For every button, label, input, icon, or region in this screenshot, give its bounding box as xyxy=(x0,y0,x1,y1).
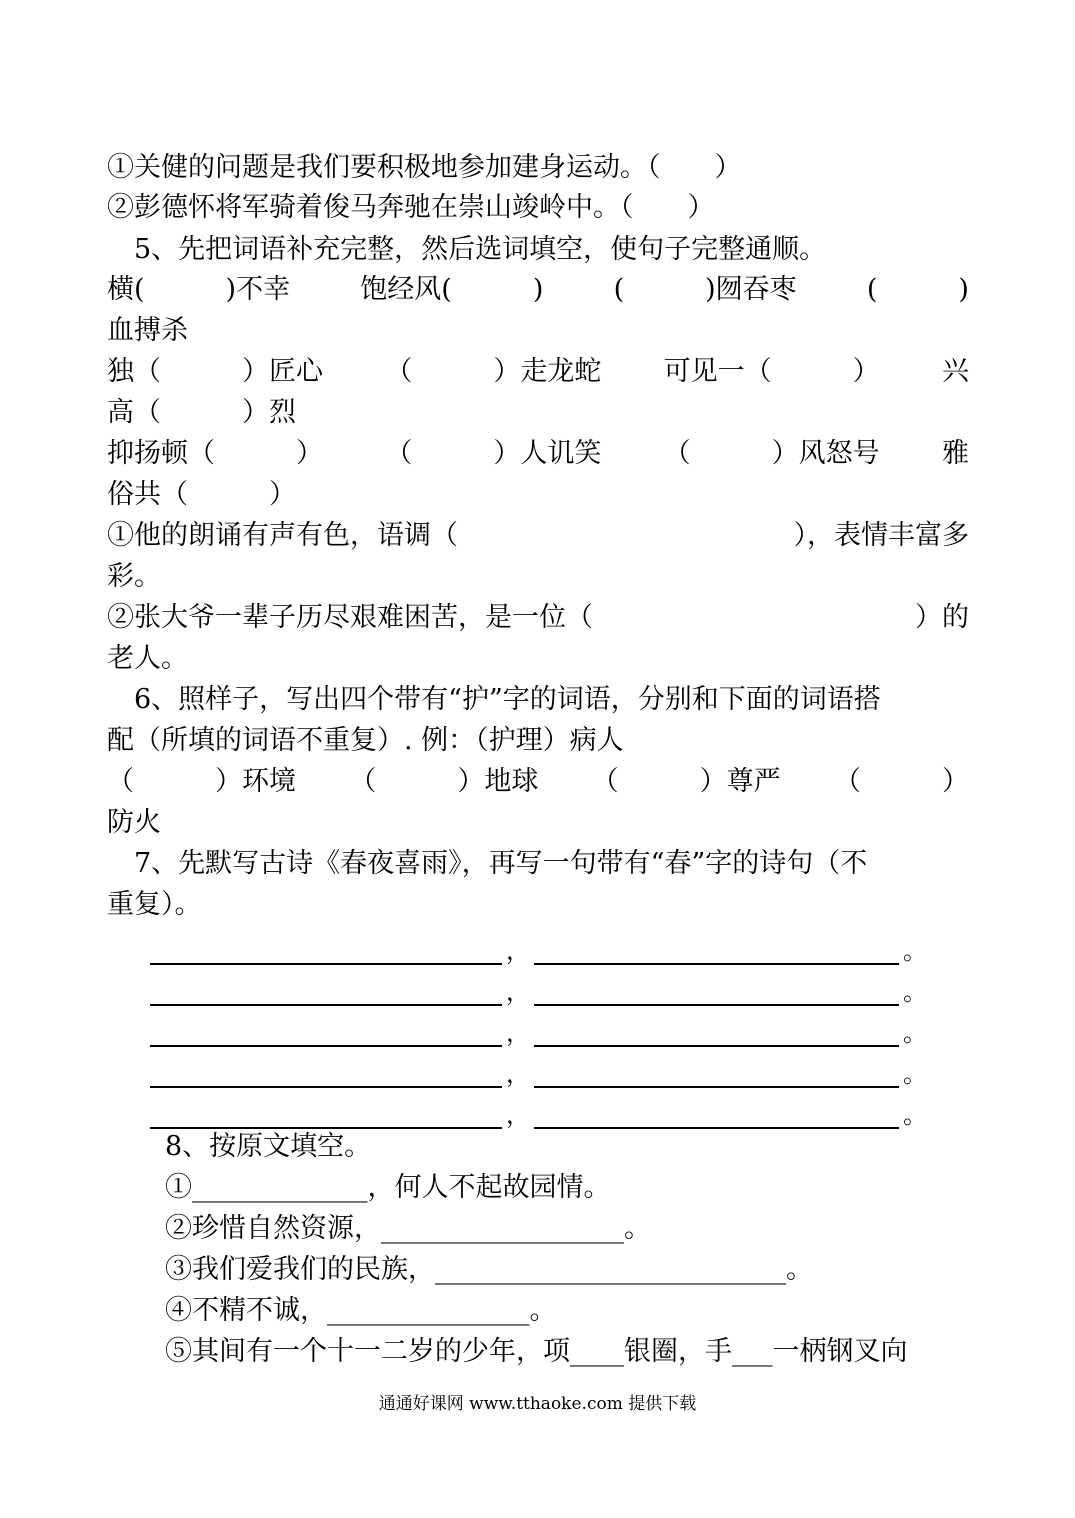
period: 。 xyxy=(903,1019,927,1047)
poem-answer-row xyxy=(150,925,931,965)
question-5-heading: 5、先把词语补充完整，然后选词填空，使句子完整通顺。 xyxy=(107,234,827,265)
text-line: 血搏杀 xyxy=(107,315,188,346)
question-6-heading: 6、照样子，写出四个带有“护”字的词语，分别和下面的词语搭 xyxy=(107,684,881,715)
fill-item: ①_____________，何人不起故园情。 xyxy=(165,1172,611,1203)
poem-answer-row xyxy=(150,1089,931,1129)
answer-line[interactable] xyxy=(150,1097,502,1129)
word-blank: （ ）环境 xyxy=(107,766,296,797)
text-line: ①关健的问题是我们要积极地参加建身运动。（ ） xyxy=(107,152,742,183)
fill-item: ③我们爱我们的民族，__________________________。 xyxy=(165,1254,813,1285)
fill-item: ⑤其间有一个十一二岁的少年，项____银圈，手___一柄钢叉向 xyxy=(165,1336,908,1367)
fill-item: ②珍惜自然资源，__________________。 xyxy=(165,1213,651,1244)
text-line: 俗共（ ） xyxy=(107,479,296,510)
comma: ， xyxy=(506,978,530,1006)
word-blank: 兴 xyxy=(941,356,969,387)
word-blank: ( )囫吞枣 xyxy=(613,274,797,305)
sentence-part: ①他的朗诵有声有色，语调（ xyxy=(107,520,458,551)
word-blank: （ ）走龙蛇 xyxy=(385,356,602,387)
text-line: 高（ ）烈 xyxy=(107,397,296,428)
period: 。 xyxy=(903,1101,927,1129)
word-fill-row xyxy=(107,434,969,474)
answer-line[interactable] xyxy=(534,933,899,965)
text-line: ②彭德怀将军骑着俊马奔驰在崇山竣岭中。（ ） xyxy=(107,192,715,223)
word-blank: 横( )不幸 xyxy=(107,274,291,305)
sentence-part: ②张大爷一辈子历尽艰难困苦，是一位（ xyxy=(107,602,593,633)
comma: ， xyxy=(506,1060,530,1088)
word-blank: （ ）尊严 xyxy=(591,766,781,797)
text-line: 配（所填的词语不重复）. 例：（护理）病人 xyxy=(107,725,624,756)
comma: ， xyxy=(506,937,530,965)
sentence-fill-row xyxy=(107,598,969,638)
answer-line[interactable] xyxy=(150,933,502,965)
page-footer: 通通好课网 www.tthaoke.com 提供下载 xyxy=(378,1394,697,1414)
word-blank: 雅 xyxy=(941,438,969,469)
answer-line[interactable] xyxy=(150,974,502,1006)
poem-answer-row xyxy=(150,1048,931,1088)
sentence-part: ）的 xyxy=(915,602,969,633)
answer-line[interactable] xyxy=(534,974,899,1006)
word-blank: （ ）地球 xyxy=(349,766,539,797)
answer-line[interactable] xyxy=(534,1097,899,1129)
word-blank: （ ） xyxy=(833,766,969,797)
fill-item: ④不精不诚，_______________。 xyxy=(165,1295,557,1326)
poem-answer-row xyxy=(150,1007,931,1047)
word-blank: 饱经风( ) xyxy=(360,274,544,305)
word-blank: （ ）人讥笑 xyxy=(385,438,602,469)
answer-line[interactable] xyxy=(150,1056,502,1088)
word-blank: 独（ ）匠心 xyxy=(107,356,323,387)
comma: ， xyxy=(506,1019,530,1047)
question-8-heading: 8、按原文填空。 xyxy=(165,1131,372,1162)
word-blank: ( ) xyxy=(866,274,969,305)
word-fill-row xyxy=(107,762,969,802)
word-blank: 抑扬顿（ ） xyxy=(107,438,323,469)
word-blank: 可见一（ ） xyxy=(663,356,880,387)
word-fill-row xyxy=(107,352,969,392)
text-line: 重复）。 xyxy=(107,889,202,920)
period: 。 xyxy=(903,1060,927,1088)
answer-line[interactable] xyxy=(150,1015,502,1047)
poem-answer-row xyxy=(150,966,931,1006)
comma: ， xyxy=(506,1101,530,1129)
sentence-part: ），表情丰富多 xyxy=(793,520,969,551)
answer-line[interactable] xyxy=(534,1015,899,1047)
text-line: 防火 xyxy=(107,807,161,838)
sentence-fill-row xyxy=(107,516,969,556)
period: 。 xyxy=(903,978,927,1006)
text-line: 彩。 xyxy=(107,561,161,592)
word-blank: （ ）风怒号 xyxy=(663,438,880,469)
text-line: 老人。 xyxy=(107,643,188,674)
period: 。 xyxy=(903,937,927,965)
word-fill-row xyxy=(107,270,969,310)
answer-line[interactable] xyxy=(534,1056,899,1088)
question-7-heading: 7、先默写古诗《春夜喜雨》，再写一句带有“春”字的诗句（不 xyxy=(107,848,868,879)
